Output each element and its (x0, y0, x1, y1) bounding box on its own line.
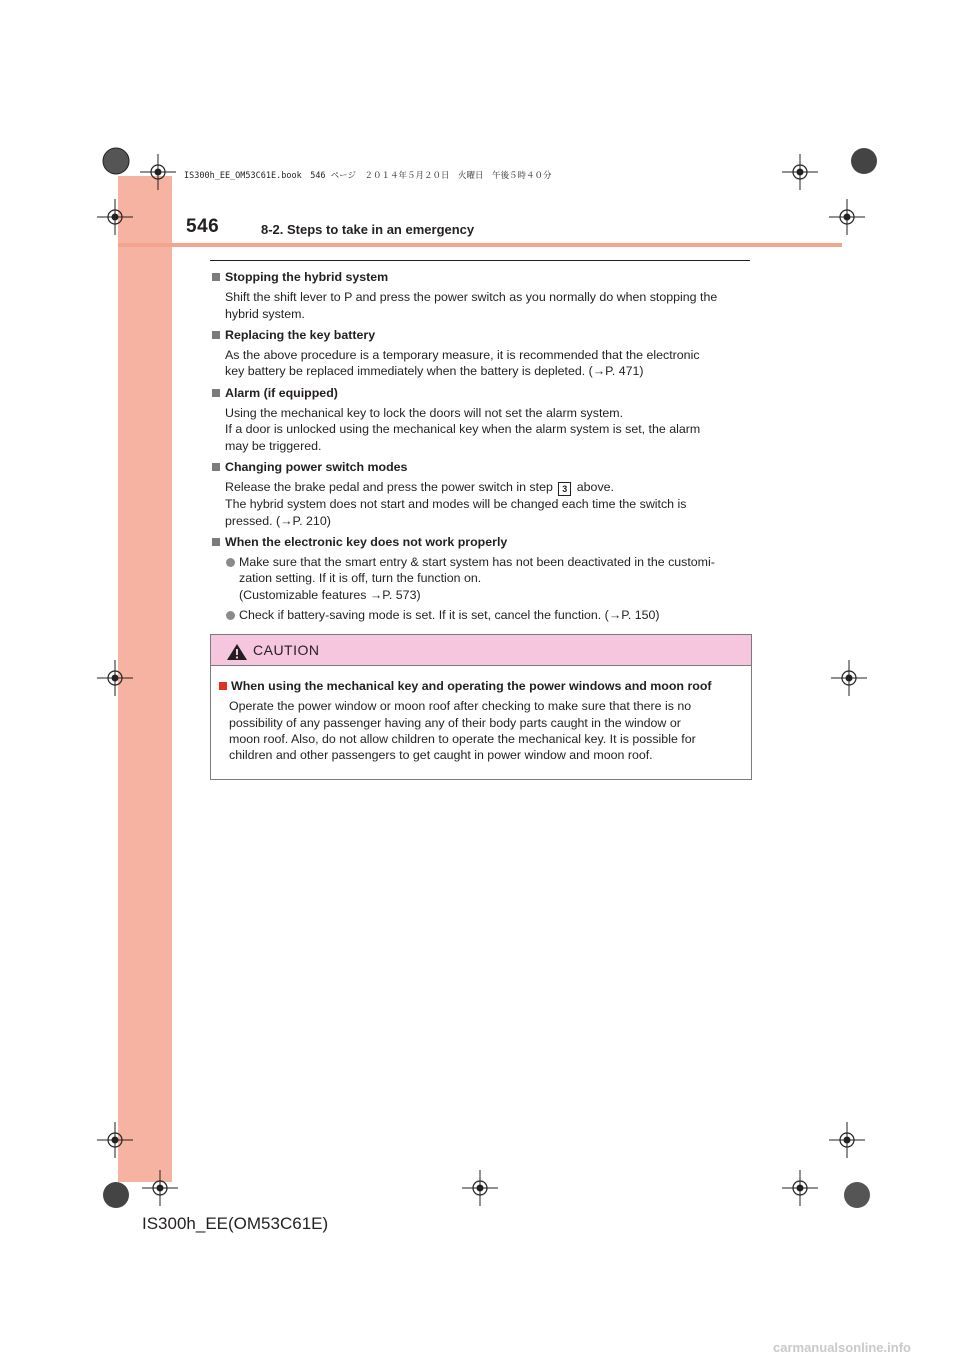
caution-heading: When using the mechanical key and operating the power windows and moon roof (219, 678, 741, 694)
caution-text: Operate the power window or moon roof after checking to make sure that there is no possibility of any passenger having any of their body parts caught in the window or moon roof. Also, do not allow children to operate the mechanical key. It is possible for children and other passengers to get caught in power window and moon roof. (229, 699, 696, 763)
square-bullet-icon (212, 538, 220, 546)
main-content (210, 269, 751, 628)
section-heading: Alarm (if equipped) (210, 385, 751, 401)
print-info: IS300h_EE_OM53C61E.book 546 ページ ２０１４年５月２０日 火曜日 午後５時４０分 (184, 171, 552, 181)
section-text: As the above procedure is a temporary measure, it is recommended that the electronic key battery be replaced immediately when the battery is depleted. (→P. 471) (225, 348, 700, 379)
registration-mark-icon (822, 1160, 892, 1230)
crosshair-icon (829, 199, 865, 235)
round-bullet-icon (226, 558, 235, 567)
crosshair-icon (831, 660, 867, 696)
square-bullet-icon (212, 463, 220, 471)
crosshair-icon (142, 1170, 178, 1206)
section-alarm (210, 385, 751, 454)
square-bullet-icon (212, 331, 220, 339)
section-heading: Stopping the hybrid system (210, 269, 751, 285)
caution-body (211, 666, 751, 763)
registration-mark-icon (81, 1160, 151, 1230)
square-bullet-icon (212, 389, 220, 397)
crosshair-icon (97, 1122, 133, 1158)
caution-title: CAUTION (253, 642, 320, 658)
crosshair-icon (829, 1122, 865, 1158)
crosshair-icon (97, 660, 133, 696)
crosshair-icon (462, 1170, 498, 1206)
section-heading: When the electronic key does not work properly (210, 534, 751, 550)
section-title: 8-2. Steps to take in an emergency (261, 222, 475, 237)
watermark: carmanualsonline.info (773, 1340, 911, 1355)
section-heading: Replacing the key battery (210, 327, 751, 343)
content-rule (210, 260, 750, 261)
crosshair-icon (782, 1170, 818, 1206)
warning-triangle-icon (226, 643, 248, 666)
section-stopping-hybrid (210, 269, 751, 322)
header-rule (118, 243, 842, 247)
list-item: Make sure that the smart entry & start system has not been deactivated in the customi- zation setting. If it is off, turn the function on. (Customizable features →P. 573) (210, 554, 751, 603)
section-text: Release the brake pedal and press the power switch in step 3 above. The hybrid system does not start and modes will be changed each time the switch is pressed. (→P. 210) (225, 480, 687, 528)
registration-mark-icon (829, 126, 899, 196)
section-text: Using the mechanical key to lock the doors will not set the alarm system. If a door is unlocked using the mechanical key when the alarm system is set, the alarm may be triggered. (225, 406, 701, 453)
section-replacing-battery (210, 327, 751, 380)
square-bullet-icon (219, 682, 227, 690)
step-number-box: 3 (558, 482, 571, 496)
section-heading: Changing power switch modes (210, 459, 751, 475)
footer-doc-id: IS300h_EE(OM53C61E) (142, 1214, 329, 1233)
crosshair-icon (140, 154, 176, 190)
section-power-switch-modes (210, 459, 751, 529)
page-number: 546 (186, 216, 220, 237)
section-text: Shift the shift lever to P and press the power switch as you normally do when stopping the hybrid system. (225, 290, 718, 321)
crosshair-icon (97, 199, 133, 235)
round-bullet-icon (226, 611, 235, 620)
caution-header (211, 635, 751, 666)
caution-box (210, 634, 752, 780)
crosshair-icon (782, 154, 818, 190)
section-electronic-key (210, 534, 751, 623)
list-item: Check if battery-saving mode is set. If it is set, cancel the function. (→P. 150) (210, 607, 751, 623)
square-bullet-icon (212, 273, 220, 281)
